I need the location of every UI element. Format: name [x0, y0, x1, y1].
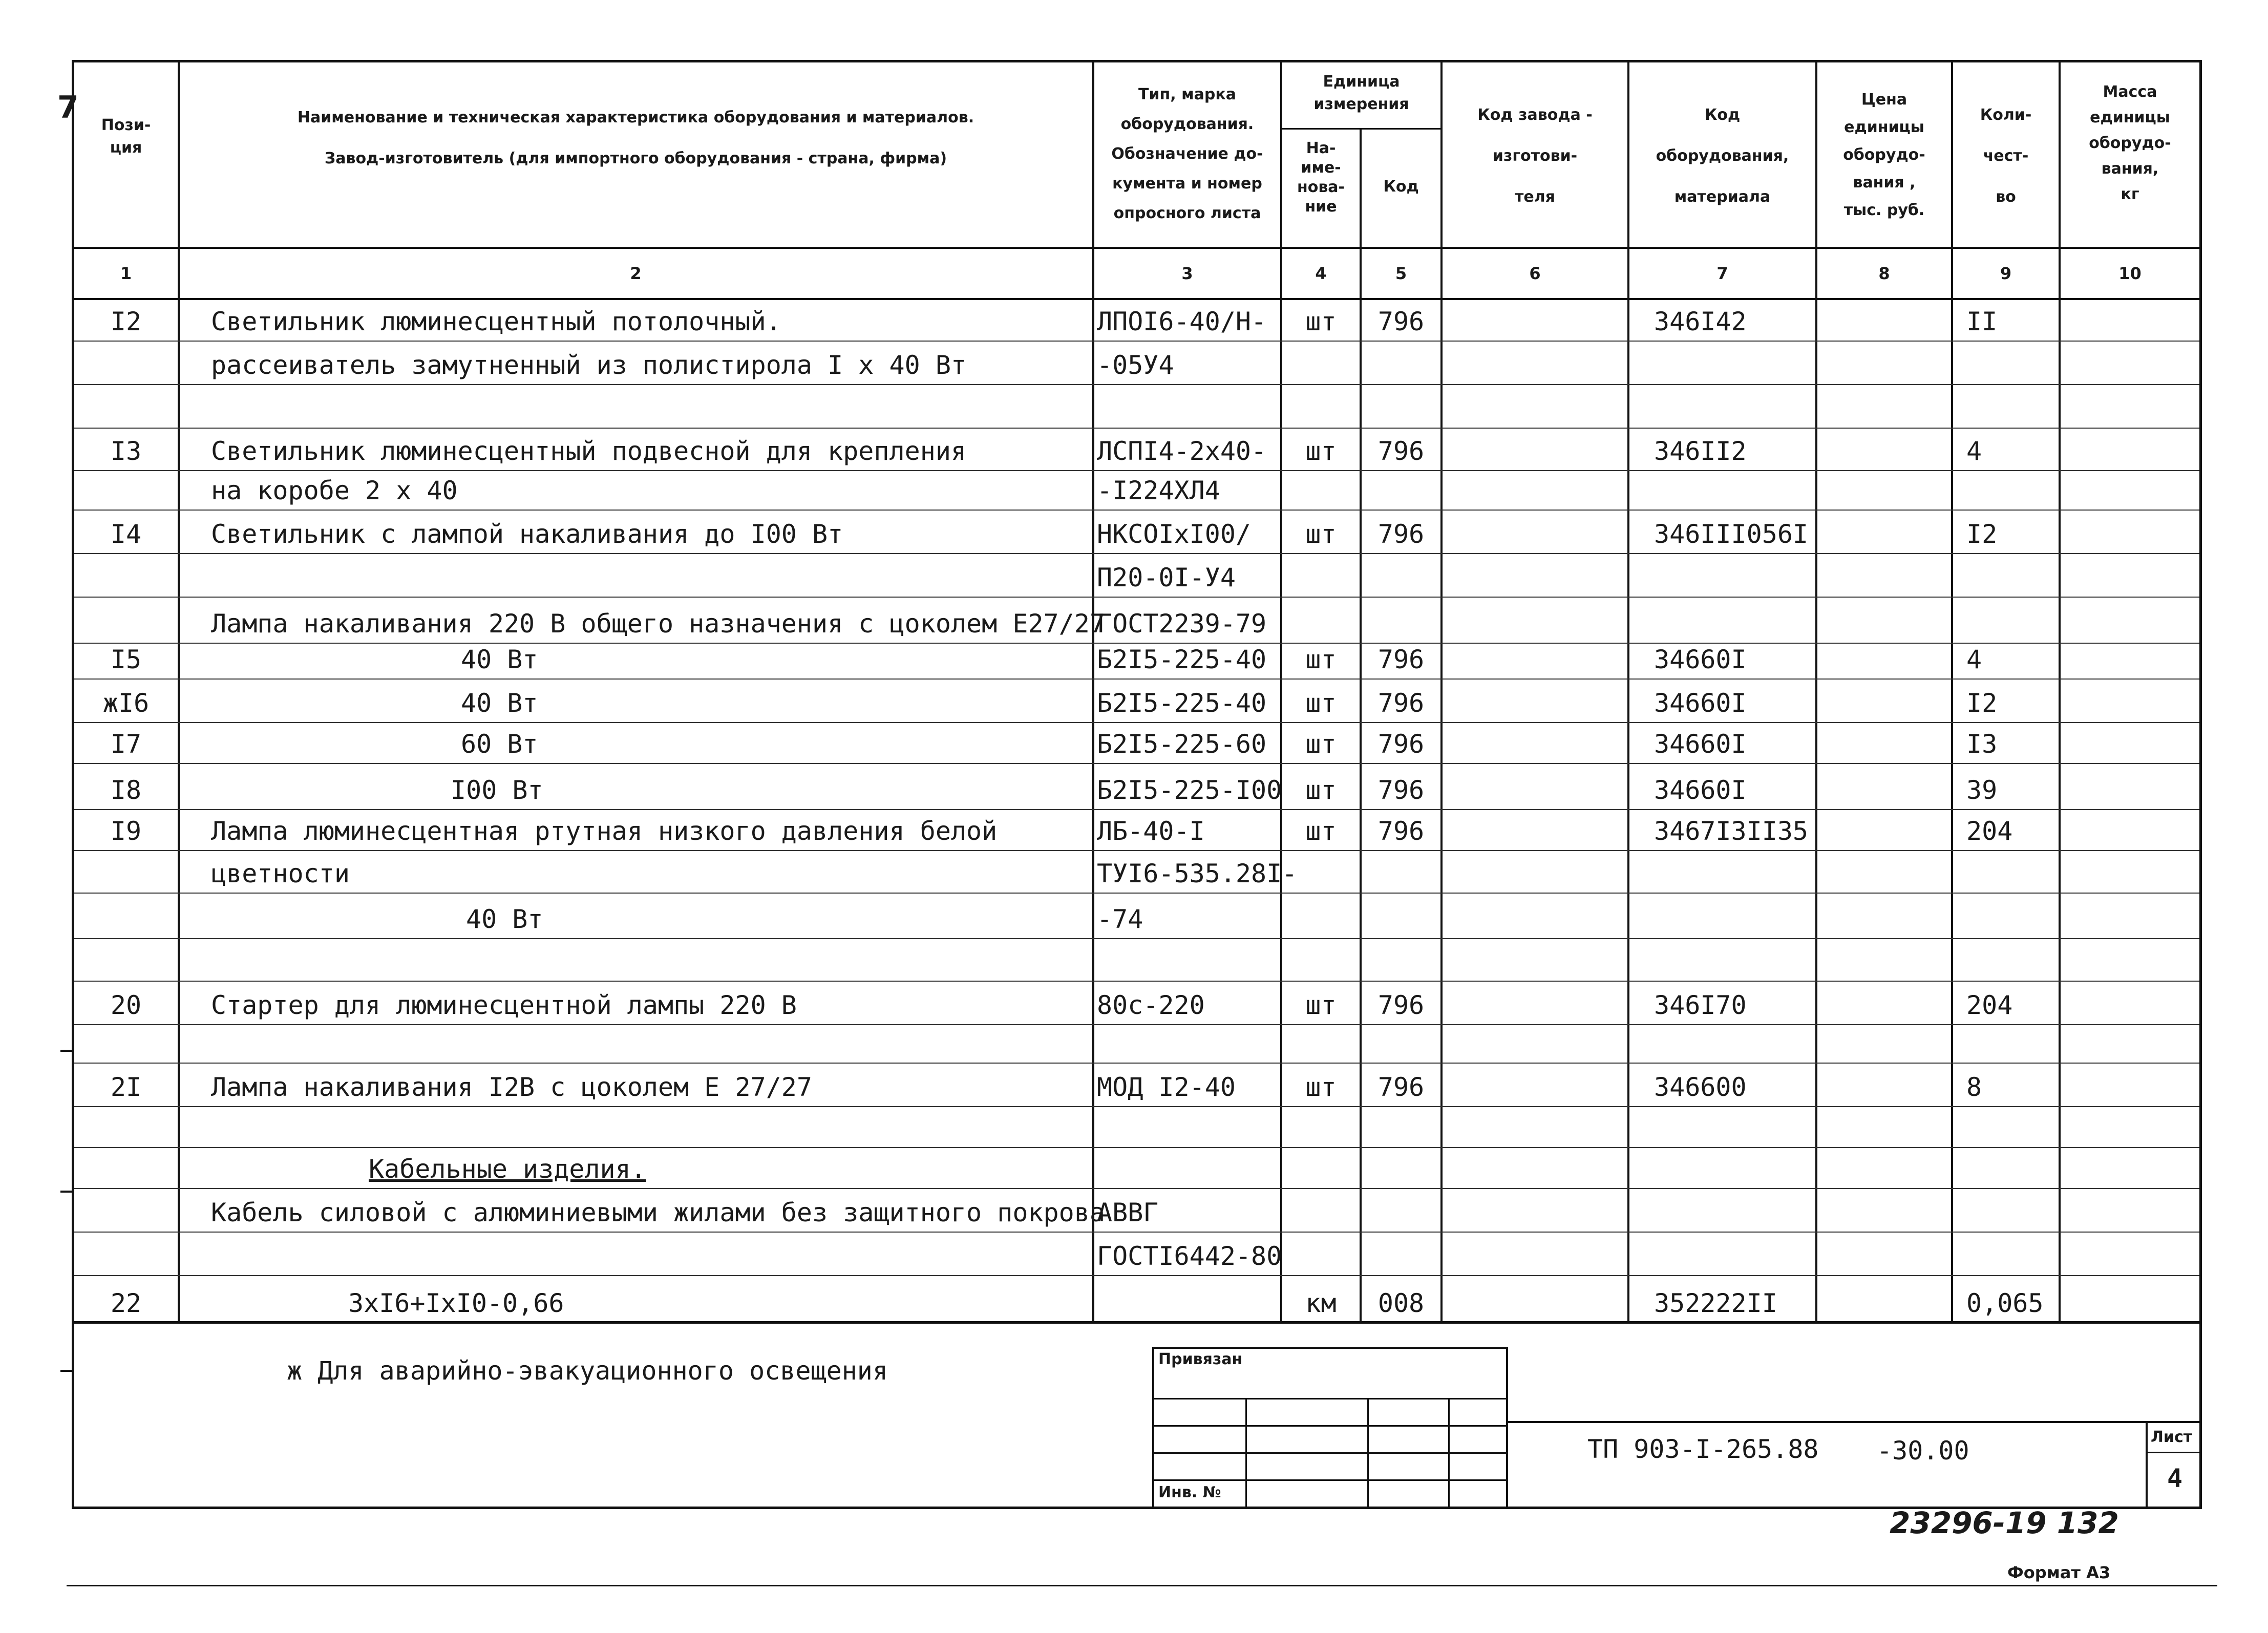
row-pos-cell: 22: [110, 1288, 142, 1318]
header-col3-line5: опросного листа: [1113, 204, 1261, 222]
row-separator: [74, 1063, 2199, 1064]
header-col3-line1: Тип, марка: [1138, 86, 1236, 103]
row-separator: [74, 1275, 2199, 1276]
row-type-cell: П20-0I-У4: [1097, 563, 1236, 592]
row-name-cell: Светильник люминесцентный подвесной для крепления: [211, 436, 967, 466]
sheet-box-mid: [2146, 1452, 2202, 1453]
row-type-cell: МОД I2-40: [1097, 1072, 1236, 1102]
stamp-col-line-1: [1245, 1398, 1247, 1507]
row-type-cell: -05У4: [1097, 350, 1174, 380]
header-col10-line1: Масса: [2103, 83, 2157, 101]
header-col1: [74, 118, 178, 163]
stamp-row-line-4: [1152, 1479, 1508, 1481]
row-type-cell: Б2I5-225-I00: [1097, 775, 1282, 805]
row-code-cell: 796: [1377, 688, 1425, 718]
row-matcode-cell: 34660I: [1654, 729, 1747, 759]
colnum-6: 6: [1529, 264, 1541, 283]
row-pos-cell: I4: [110, 519, 142, 549]
row-type-cell: 80с-220: [1097, 990, 1205, 1020]
header-col2: [180, 110, 1092, 174]
stamp-row-line-3: [1152, 1452, 1508, 1454]
header-col4-line1: На-: [1306, 139, 1336, 157]
header-col8: [1817, 92, 1951, 225]
row-matcode-cell: 352222II: [1654, 1288, 1777, 1318]
row-matcode-cell: 3467I3II35: [1654, 816, 1809, 846]
left-tick-2: [60, 1191, 73, 1193]
header-col6-line1: Код завода -: [1477, 106, 1593, 124]
row-pos-cell: I7: [110, 729, 142, 759]
frame-bottom-line: [72, 1507, 2202, 1509]
header-col10-line2: единицы: [2090, 109, 2170, 126]
row-unit-cell: шт: [1305, 307, 1337, 336]
row-type-cell: Б2I5-225-40: [1097, 688, 1267, 718]
row-matcode-cell: 346I70: [1654, 990, 1747, 1020]
col-sep-8: [1951, 60, 1953, 1322]
col-sep-6: [1627, 60, 1629, 1322]
header-col9-line1: Коли-: [1980, 106, 2032, 124]
header-col5: Код: [1383, 178, 1419, 196]
row-matcode-cell: 346600: [1654, 1072, 1747, 1102]
row-separator: [74, 470, 2199, 471]
header-col1-line2: ция: [110, 139, 142, 157]
row-qty-cell: 4: [1966, 645, 1982, 674]
row-qty-cell: 39: [1966, 775, 1998, 805]
row-code-cell: 008: [1377, 1288, 1425, 1318]
row-separator: [74, 1232, 2199, 1233]
row-separator: [74, 384, 2199, 385]
row-name-cell: Лампа люминесцентная ртутная низкого давления белой: [211, 816, 998, 846]
row-separator: [74, 809, 2199, 810]
row-qty-cell: 4: [1966, 436, 1982, 466]
col-sep-7: [1815, 60, 1817, 1322]
doc-code: ТП 903-I-265.88: [1587, 1434, 1819, 1464]
row-type-cell: ЛСПI4-2х40-: [1097, 436, 1267, 466]
header-col7: [1629, 108, 1815, 212]
numbers-bottom-line: [72, 298, 2202, 300]
row-qty-cell: 0,065: [1966, 1288, 2044, 1318]
row-code-cell: 796: [1377, 436, 1425, 466]
row-matcode-cell: 34660I: [1654, 645, 1747, 674]
row-name-cell: 60 Вт: [461, 729, 538, 759]
row-name-cell: Светильник люминесцентный потолочный.: [211, 307, 781, 336]
colnum-3: 3: [1181, 264, 1193, 283]
row-type-cell: ЛБ-40-I: [1097, 816, 1205, 846]
row-separator: [74, 938, 2199, 939]
header-col6-line2: изготови-: [1492, 147, 1578, 165]
row-separator: [74, 553, 2199, 554]
row-name-cell: Светильник с лампой накаливания до I00 Вт: [211, 519, 843, 549]
row-unit-cell: км: [1305, 1288, 1337, 1318]
header-col10-line5: кг: [2121, 185, 2139, 203]
row-name-cell: 40 Вт: [461, 645, 538, 674]
footnote: ж Для аварийно-эвакуационного освещения: [287, 1356, 888, 1386]
row-type-cell: ГОСТI6442-80: [1097, 1241, 1282, 1271]
row-separator: [74, 428, 2199, 429]
header-col2-line2: Завод-изготовитель (для импортного оборудования - страна, фирма): [324, 150, 947, 167]
row-separator: [74, 1024, 2199, 1025]
row-type-cell: ГОСТ2239-79: [1097, 609, 1267, 639]
row-qty-cell: 204: [1966, 816, 2013, 846]
row-separator: [74, 1147, 2199, 1148]
row-code-cell: 796: [1377, 775, 1425, 805]
row-unit-cell: шт: [1305, 645, 1337, 674]
header-col3-line3: Обозначение до-: [1111, 145, 1263, 163]
header-col8-line1: Цена: [1861, 91, 1907, 109]
row-unit-cell: шт: [1305, 519, 1337, 549]
row-name-cell: цветности: [211, 859, 350, 888]
stamp-row-line-1: [1152, 1398, 1508, 1399]
row-separator: [74, 643, 2199, 644]
row-pos-cell: I9: [110, 816, 142, 846]
header-col3-line4: кумента и номер: [1112, 175, 1262, 193]
row-pos-cell: I3: [110, 436, 142, 466]
row-type-cell: Б2I5-225-40: [1097, 645, 1267, 674]
margin-mark: 7: [57, 90, 79, 125]
header-col7-line2: оборудования,: [1656, 147, 1789, 165]
bottom-edge-line: [67, 1585, 2217, 1586]
sheet-box-left: [2146, 1421, 2148, 1507]
row-type-cell: ЛПОI6-40/Н-: [1097, 307, 1267, 336]
row-separator: [74, 722, 2199, 723]
row-qty-cell: I2: [1966, 519, 1998, 549]
colnum-10: 10: [2118, 264, 2142, 283]
row-name-cell: на коробе 2 х 40: [211, 476, 458, 505]
header-col7-line1: Код: [1704, 106, 1741, 124]
row-name-cell: Лампа накаливания 220 В общего назначения с цоколем Е27/27: [211, 609, 1105, 639]
col-sep-5: [1440, 60, 1443, 1322]
row-qty-cell: I2: [1966, 688, 1998, 718]
header-col1-line1: Пози-: [101, 116, 151, 134]
stamp-col-line-2: [1367, 1398, 1369, 1507]
header-col8-line4: вания ,: [1853, 174, 1916, 192]
row-code-cell: 796: [1377, 1072, 1425, 1102]
colnum-7: 7: [1716, 264, 1728, 283]
row-pos-cell: жI6: [102, 688, 150, 718]
header-col9-line2: чест-: [1983, 147, 2029, 165]
row-type-cell: -74: [1097, 904, 1143, 934]
header-col10-line4: вания,: [2101, 160, 2159, 178]
row-pos-cell: I5: [110, 645, 142, 674]
row-unit-cell: шт: [1305, 1072, 1337, 1102]
header-col4-line4: ние: [1305, 198, 1337, 216]
header-col9: [1953, 108, 2059, 212]
col-sep-9: [2059, 60, 2061, 1322]
row-type-cell: Б2I5-225-60: [1097, 729, 1267, 759]
row-matcode-cell: 346II2: [1654, 436, 1747, 466]
colnum-4: 4: [1315, 264, 1327, 283]
row-qty-cell: 8: [1966, 1072, 1982, 1102]
row-name-cell: Лампа накаливания I2В с цоколем Е 27/27: [211, 1072, 812, 1102]
row-code-cell: 796: [1377, 307, 1425, 336]
header-unit-group: [1282, 74, 1440, 119]
header-col9-line3: во: [1996, 188, 2016, 206]
stamp-row-line-2: [1152, 1425, 1508, 1427]
row-unit-cell: шт: [1305, 688, 1337, 718]
row-pos-cell: I2: [110, 307, 142, 336]
row-separator: [74, 1106, 2199, 1107]
row-code-cell: 796: [1377, 729, 1425, 759]
row-matcode-cell: 34660I: [1654, 775, 1747, 805]
colnum-8: 8: [1878, 264, 1890, 283]
row-pos-cell: I8: [110, 775, 142, 805]
row-name-cell: Стартер для люминесцентной лампы 220 В: [211, 990, 797, 1020]
row-separator: [74, 341, 2199, 342]
row-separator: [74, 678, 2199, 680]
col-sep-1: [178, 60, 180, 1322]
row-name-cell: Кабельные изделия.: [369, 1154, 646, 1184]
header-col6: [1443, 108, 1627, 212]
row-name-cell: 40 Вт: [461, 688, 538, 718]
row-unit-cell: шт: [1305, 729, 1337, 759]
header-col10-line3: оборудо-: [2089, 134, 2171, 152]
row-matcode-cell: 346III056I: [1654, 519, 1809, 549]
col-sep-2: [1092, 60, 1094, 1322]
stamp-bound-label: Привязан: [1158, 1350, 1243, 1368]
header-unit-group-line2: измерения: [1313, 95, 1409, 113]
row-type-cell: ТУI6-535.28I-: [1097, 859, 1298, 888]
stamp-col-line-3: [1448, 1398, 1450, 1507]
row-matcode-cell: 34660I: [1654, 688, 1747, 718]
header-col3-line2: оборудования.: [1120, 115, 1254, 133]
colnum-5: 5: [1395, 264, 1407, 283]
frame-top-line: [72, 60, 2202, 62]
row-pos-cell: 2I: [110, 1072, 142, 1102]
row-pos-cell: 20: [110, 990, 142, 1020]
row-unit-cell: шт: [1305, 816, 1337, 846]
row-separator: [74, 893, 2199, 894]
doc-suffix: -30.00: [1877, 1436, 1969, 1466]
row-name-cell: Кабель силовой с алюминиевыми жилами без защитного покрова: [211, 1198, 1105, 1227]
row-name-cell: 40 Вт: [466, 904, 543, 934]
header-col4-line2: име-: [1301, 159, 1341, 177]
row-qty-cell: II: [1966, 307, 1998, 336]
stamp-box-top: [1152, 1347, 1508, 1349]
left-tick-1: [60, 1050, 73, 1052]
row-type-cell: -I224ХЛ4: [1097, 476, 1220, 505]
header-col6-line3: теля: [1515, 188, 1555, 206]
header-col3: [1094, 87, 1280, 228]
row-type-cell: НКСОIхI00/: [1097, 519, 1252, 549]
frame-right-line: [2199, 60, 2202, 1509]
row-separator: [74, 510, 2199, 511]
header-col8-line3: оборудо-: [1843, 146, 1925, 164]
header-col4: [1282, 141, 1360, 222]
stamp-box-right: [1506, 1347, 1508, 1507]
header-col8-line5: тыс. руб.: [1843, 201, 1925, 219]
row-separator: [74, 981, 2199, 982]
header-unit-group-line1: Единица: [1323, 73, 1400, 91]
format-label: Формат А3: [2007, 1563, 2111, 1582]
row-separator: [74, 763, 2199, 764]
row-qty-cell: 204: [1966, 990, 2013, 1020]
row-matcode-cell: 346I42: [1654, 307, 1747, 336]
row-name-cell: рассеиватель замутненный из полистирола I х 40 Вт: [211, 350, 967, 380]
left-tick-3: [60, 1370, 73, 1372]
sheet-label: Лист: [2151, 1428, 2193, 1446]
row-name-cell: 3хI6+IхI0-0,66: [348, 1288, 564, 1318]
header-col10: [2061, 84, 2199, 209]
title-block-top-line: [1508, 1421, 2202, 1423]
stamp-inv-label: Инв. №: [1158, 1483, 1221, 1501]
row-separator: [74, 1188, 2199, 1189]
header-col7-line3: материала: [1674, 188, 1771, 206]
row-qty-cell: I3: [1966, 729, 1998, 759]
col-sep-4: [1360, 128, 1362, 1322]
stamp-box-left: [1152, 1347, 1154, 1507]
header-col8-line2: единицы: [1844, 118, 1924, 136]
row-code-cell: 796: [1377, 816, 1425, 846]
row-separator: [74, 597, 2199, 598]
colnum-2: 2: [630, 264, 642, 283]
header-col4-line3: нова-: [1297, 178, 1345, 196]
row-separator: [74, 850, 2199, 851]
row-unit-cell: шт: [1305, 775, 1337, 805]
row-code-cell: 796: [1377, 990, 1425, 1020]
row-code-cell: 796: [1377, 519, 1425, 549]
colnum-9: 9: [2000, 264, 2012, 283]
row-code-cell: 796: [1377, 645, 1425, 674]
colnum-1: 1: [120, 264, 132, 283]
row-type-cell: АВВГ: [1097, 1198, 1159, 1227]
row-unit-cell: шт: [1305, 436, 1337, 466]
table-bottom-line: [72, 1321, 2202, 1324]
header-col2-line1: Наименование и техническая характеристика оборудования и материалов.: [297, 109, 974, 126]
header-bottom-line: [72, 247, 2202, 249]
sheet-number: 4: [2167, 1464, 2183, 1493]
handwritten-number: 23296-19 132: [1890, 1505, 2119, 1540]
row-unit-cell: шт: [1305, 990, 1337, 1020]
row-name-cell: I00 Вт: [451, 775, 543, 805]
